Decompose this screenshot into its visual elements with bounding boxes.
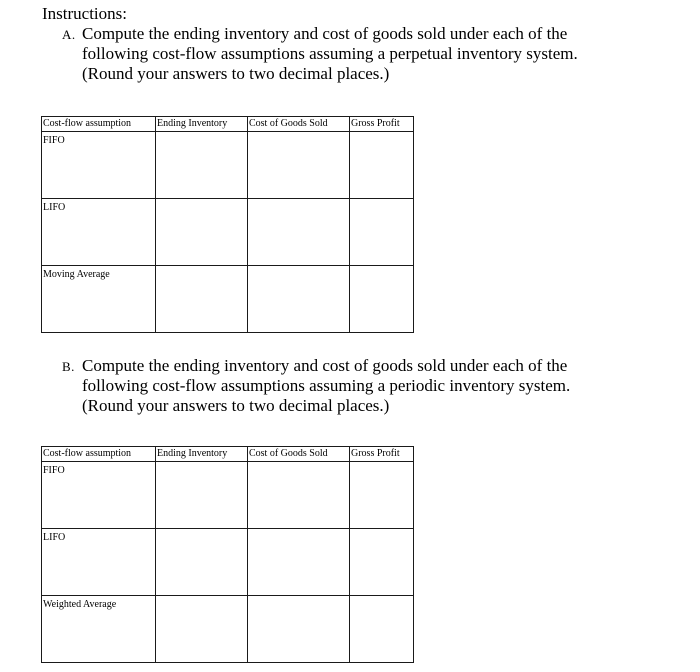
header-gross-profit: Gross Profit [350, 447, 414, 462]
answer-cell-ending-inventory[interactable] [156, 132, 248, 199]
header-cost-flow-assumption: Cost-flow assumption [42, 447, 156, 462]
table-row [42, 199, 414, 266]
question-b [62, 356, 682, 416]
header-cost-of-goods-sold: Cost of Goods Sold [248, 447, 350, 462]
answer-cell-cogs[interactable] [248, 132, 350, 199]
row-label-fifo: FIFO [42, 462, 156, 529]
header-cost-of-goods-sold: Cost of Goods Sold [248, 117, 350, 132]
answer-cell-ending-inventory[interactable] [156, 596, 248, 663]
question-b-line-2: following cost-flow assumptions assuming a periodic inventory system. [82, 376, 571, 395]
answer-cell-cogs[interactable] [248, 266, 350, 333]
answer-cell-cogs[interactable] [248, 596, 350, 663]
question-a-line-3: (Round your answers to two decimal places.) [82, 64, 390, 83]
header-gross-profit: Gross Profit [350, 117, 414, 132]
question-b-line-3: (Round your answers to two decimal places.) [82, 396, 390, 415]
answer-cell-ending-inventory[interactable] [156, 199, 248, 266]
row-label-moving-average: Moving Average [42, 266, 156, 333]
answer-cell-cogs[interactable] [248, 529, 350, 596]
row-label-lifo: LIFO [42, 199, 156, 266]
answer-cell-gross-profit[interactable] [350, 132, 414, 199]
table-header-row [42, 447, 414, 462]
answer-cell-ending-inventory[interactable] [156, 462, 248, 529]
row-label-lifo: LIFO [42, 529, 156, 596]
table-row [42, 596, 414, 663]
answer-cell-gross-profit[interactable] [350, 529, 414, 596]
answer-cell-gross-profit[interactable] [350, 596, 414, 663]
answer-cell-gross-profit[interactable] [350, 266, 414, 333]
row-label-fifo: FIFO [42, 132, 156, 199]
table-header-row [42, 117, 414, 132]
header-cost-flow-assumption: Cost-flow assumption [42, 117, 156, 132]
header-ending-inventory: Ending Inventory [156, 447, 248, 462]
table-row [42, 266, 414, 333]
question-b-marker: B. [62, 359, 75, 374]
table-row [42, 132, 414, 199]
question-a-line-1: Compute the ending inventory and cost of goods sold under each of the [82, 24, 568, 43]
periodic-answer-table [41, 446, 414, 663]
table-row [42, 462, 414, 529]
row-label-weighted-average: Weighted Average [42, 596, 156, 663]
answer-cell-cogs[interactable] [248, 462, 350, 529]
answer-cell-cogs[interactable] [248, 199, 350, 266]
answer-cell-gross-profit[interactable] [350, 462, 414, 529]
question-a-line-2: following cost-flow assumptions assuming a perpetual inventory system. [82, 44, 578, 63]
answer-cell-ending-inventory[interactable] [156, 266, 248, 333]
perpetual-answer-table [41, 116, 414, 333]
question-a-marker: A. [62, 27, 76, 42]
question-b-line-1: Compute the ending inventory and cost of goods sold under each of the [82, 356, 568, 375]
instructions-heading: Instructions: [42, 4, 127, 23]
answer-cell-gross-profit[interactable] [350, 199, 414, 266]
header-ending-inventory: Ending Inventory [156, 117, 248, 132]
question-a [62, 24, 682, 84]
table-row [42, 529, 414, 596]
answer-cell-ending-inventory[interactable] [156, 529, 248, 596]
